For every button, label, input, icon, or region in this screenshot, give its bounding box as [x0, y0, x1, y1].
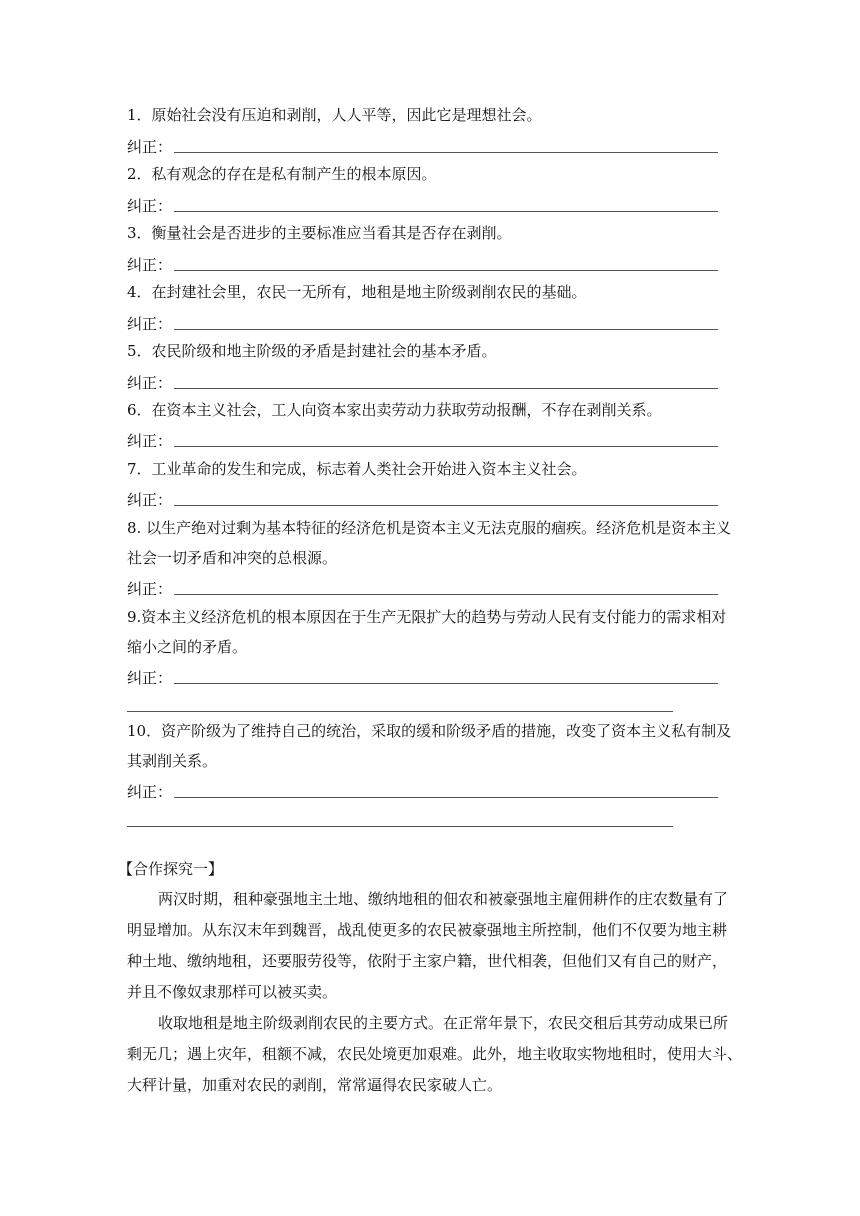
question-7: 7．工业革命的发生和完成，标志着人类社会开始进入资本主义社会。 [127, 460, 587, 478]
correction-label-10: 纠正： [127, 783, 173, 801]
answer-line-9[interactable] [174, 683, 718, 684]
question-6: 6．在资本主义社会，工人向资本家出卖劳动力获取劳动报酬，不存在剥削关系。 [127, 401, 662, 419]
paragraph-1-line-1: 两汉时期，租种豪强地主土地、缴纳地租的佃农和被豪强地主雇佣耕作的庄农数量有了 [158, 890, 729, 908]
correction-label-8: 纠正： [127, 580, 173, 598]
question-3: 3．衡量社会是否进步的主要标准应当看其是否存在剥削。 [127, 224, 512, 242]
question-5: 5．农民阶级和地主阶级的矛盾是封建社会的基本矛盾。 [127, 342, 497, 360]
paragraph-1-line-2: 明显增加。从东汉末年到魏晋，战乱使更多的农民被豪强地主所控制，他们不仅要为地主耕 [127, 921, 728, 939]
paragraph-2-line-3: 大秤计量，加重对农民的剥削，常常逼得农民家破人亡。 [127, 1076, 503, 1094]
correction-label-2: 纠正： [127, 197, 173, 215]
correction-label-1: 纠正： [127, 138, 173, 156]
answer-line-8[interactable] [174, 594, 718, 595]
section-title: 【合作探究一】 [118, 860, 224, 878]
question-2: 2．私有观念的存在是私有制产生的根本原因。 [127, 165, 437, 183]
answer-line-1[interactable] [174, 152, 718, 153]
paragraph-2-line-2: 剩无几；遇上灾年，租额不减，农民处境更加艰难。此外，地主收取实物地租时，使用大斗、 [127, 1045, 743, 1063]
question-10-line-1: 10．资产阶级为了维持自己的统治，采取的缓和阶级矛盾的措施，改变了资本主义私有制及 [127, 722, 732, 740]
answer-line-4[interactable] [174, 329, 718, 330]
answer-line-7[interactable] [174, 505, 718, 506]
answer-line-6[interactable] [174, 446, 718, 447]
answer-line-3[interactable] [174, 270, 718, 271]
question-10-line-2: 其剥削关系。 [127, 752, 218, 770]
correction-label-6: 纠正： [127, 432, 173, 450]
correction-label-5: 纠正： [127, 374, 173, 392]
question-9-line-1: 9.资本主义经济危机的根本原因在于生产无限扩大的趋势与劳动人民有支付能力的需求相对 [127, 608, 727, 626]
answer-line-10[interactable] [174, 797, 718, 798]
answer-line-2[interactable] [174, 211, 718, 212]
correction-label-9: 纠正： [127, 669, 173, 687]
question-9-line-2: 缩小之间的矛盾。 [127, 638, 248, 656]
paragraph-1-line-3: 种土地、缴纳地租，还要服劳役等，依附于主家户籍，世代相袭，但他们又有自己的财产， [127, 952, 728, 970]
paragraph-2-line-1: 收取地租是地主阶级剥削农民的主要方式。在正常年景下，农民交租后其劳动成果已所 [158, 1014, 729, 1032]
answer-line-9-extra[interactable] [127, 711, 673, 712]
correction-label-4: 纠正： [127, 315, 173, 333]
question-8-line-2: 社会一切矛盾和冲突的总根源。 [127, 549, 338, 567]
answer-line-10-extra[interactable] [127, 826, 673, 827]
correction-label-3: 纠正： [127, 256, 173, 274]
question-4: 4．在封建社会里，农民一无所有，地租是地主阶级剥削农民的基础。 [127, 283, 587, 301]
answer-line-5[interactable] [174, 388, 718, 389]
paragraph-1-line-4: 并且不像奴隶那样可以被买卖。 [127, 983, 338, 1001]
question-1: 1．原始社会没有压迫和剥削，人人平等，因此它是理想社会。 [127, 106, 542, 124]
correction-label-7: 纠正： [127, 491, 173, 509]
question-8-line-1: 8. 以生产绝对过剩为基本特征的经济危机是资本主义无法克服的痼疾。经济危机是资本主义 [127, 519, 732, 537]
